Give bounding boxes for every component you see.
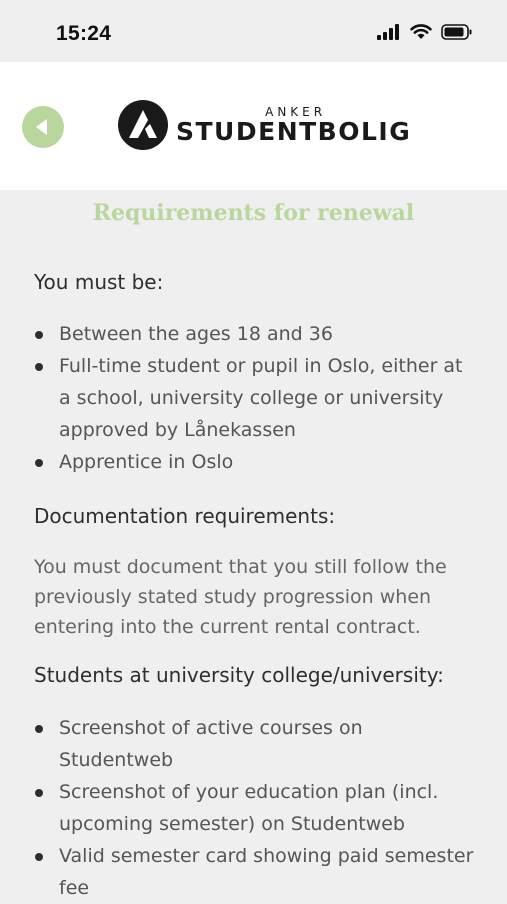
list-item: Screenshot of your education plan (incl. upcoming semester) on Studentweb [34,776,479,840]
logo [118,100,411,150]
logo-mark-icon [118,100,168,150]
list-item: Apprentice in Oslo [34,446,479,478]
battery-icon [441,24,473,40]
status-icons [377,24,473,40]
status-bar [0,0,507,62]
logo-big-text: STUDENTBOLIG [176,117,412,146]
list-item: Screenshot of active courses on Studentweb [34,712,479,776]
logo-small-text: ANKER [265,105,327,119]
documentation-paragraph: You must document that you still follow the previously stated study progression when entering into the current rental contract. [34,556,447,638]
section-heading-students: Students at university college/university: [34,663,444,687]
section-heading-requirements: You must be: [34,270,164,294]
section-heading-documentation: Documentation requirements: [34,504,336,528]
requirements-list [34,318,479,478]
page-title: Requirements for renewal [92,200,415,226]
wifi-icon [410,24,432,40]
list-item: Between the ages 18 and 36 [34,318,479,350]
back-arrow-icon [22,106,64,148]
back-button[interactable] [22,106,64,148]
signal-icon [377,24,401,40]
list-item: Valid semester card showing paid semester fee [34,840,479,904]
status-time: 15:24 [56,22,112,45]
list-item: Full-time student or pupil in Oslo, either at a school, university college or university approved by Lånekassen [34,350,479,446]
app-header [0,62,507,190]
logo-text [176,105,411,145]
student-docs-list [34,712,479,904]
